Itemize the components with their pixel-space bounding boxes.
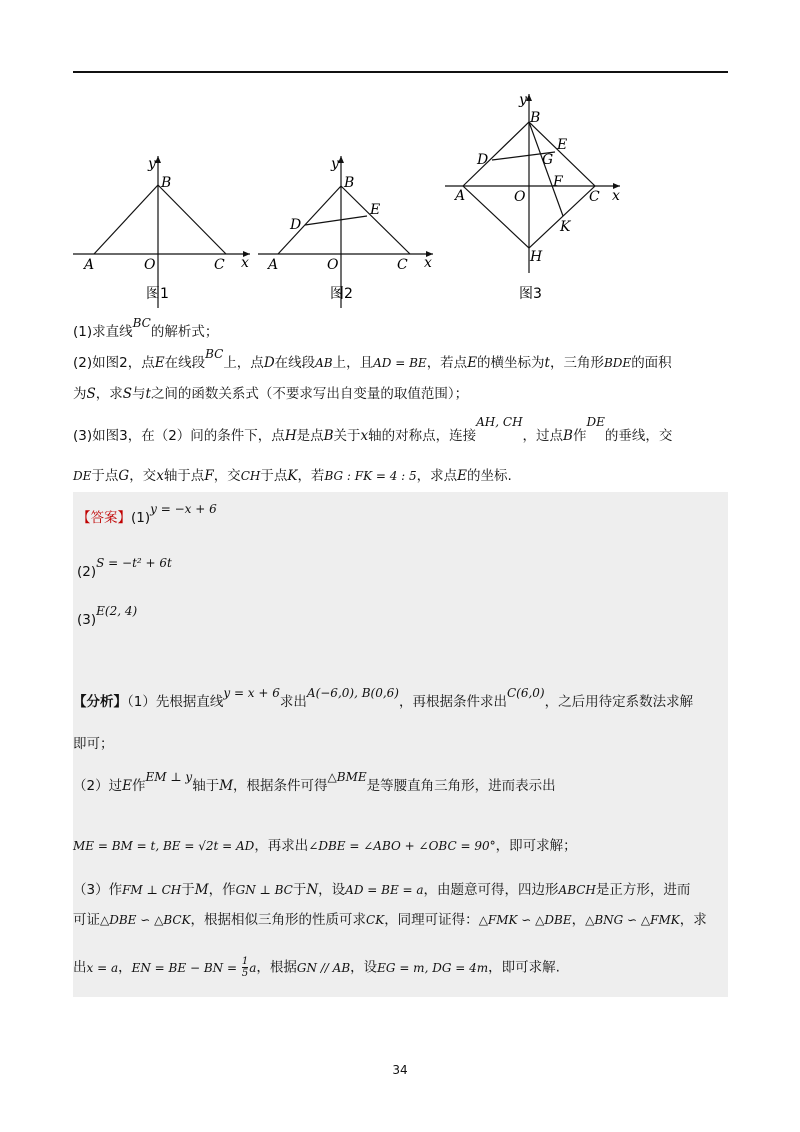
fig1-label-b: B	[161, 175, 172, 191]
analysis-part-2: （2）过E作EM ⊥ y轴于M，根据条件可得△BME是等腰直角三角形，进而表示出	[73, 770, 556, 794]
fig2-caption: 图2	[330, 286, 353, 302]
figure-1	[73, 156, 250, 308]
figures-area	[0, 88, 800, 308]
fig2-label-d: D	[290, 217, 302, 233]
fig2-label-c: C	[397, 257, 408, 273]
answer-3-formula: E(2, 4)	[96, 604, 138, 618]
answer-1-formula: y = −x + 6	[150, 502, 217, 516]
fraction: $\frac{1}{5}$	[241, 956, 249, 979]
analysis-part-1-cont: 即可；	[73, 736, 114, 752]
fig3-label-d: D	[477, 152, 489, 168]
fig2-label-b: B	[344, 175, 355, 191]
analysis-part-2-cont: ME = BM = t, BE = √2t = AD，再求出∠DBE = ∠ABO + ∠OBC = 90°，即可求解；	[73, 838, 577, 854]
geometry-figures	[0, 88, 800, 308]
analysis-label: 【分析】	[73, 694, 127, 710]
fig3-label-k: K	[560, 219, 571, 235]
fig3-label-c: C	[589, 189, 600, 205]
fig3-label-f: F	[553, 174, 563, 190]
fig1-label-o: O	[144, 257, 156, 273]
analysis-part-1: 【分析】（1）先根据直线y = x + 6求出A(−6,0), B(0,6)，再根据条件求出C(6,0)，之后用待定系数法求解	[73, 686, 694, 710]
figure-3	[445, 92, 620, 302]
answer-3: (3)E(2, 4)	[77, 604, 138, 628]
fig3-caption: 图3	[519, 286, 542, 302]
answer-2-formula: S = −t² + 6t	[96, 556, 172, 570]
fig3-label-a: A	[455, 188, 466, 204]
analysis-part-3: （3）作FM ⊥ CH于M，作GN ⊥ BC于N，设AD = BE = a，由题意可得，四边形ABCH是正方形，进而	[73, 882, 691, 898]
analysis-part-3-line-2: 可证△DBE ∽ △BCK，根据相似三角形的性质可求CK，同理可证得：△FMK ∽ △DBE，△BNG ∽ △FMK，求	[73, 912, 707, 928]
answer-2: (2)S = −t² + 6t	[77, 556, 172, 580]
header-rule	[73, 71, 728, 73]
answer-1: 【答案】(1)y = −x + 6	[77, 502, 217, 526]
answer-label: 【答案】	[77, 510, 131, 526]
fig2-label-o: O	[327, 257, 339, 273]
question-3-line-2: DE于点G，交x轴于点F，交CH于点K，若BG : FK = 4 : 5，求点E的坐标.	[73, 468, 512, 484]
fig3-label-h: H	[530, 249, 543, 265]
fig1-label-x: x	[241, 255, 249, 271]
fig3-label-g: G	[542, 152, 554, 168]
fig1-label-a: A	[84, 257, 95, 273]
fig3-label-o: O	[514, 189, 526, 205]
question-3-line-1: (3)如图3，在（2）问的条件下，点H是点B关于x轴的对称点，连接AH, CH，过点B作DE的垂线，交	[73, 415, 673, 444]
question-2-line-1: (2)如图2，点E在线段BC上，点D在线段AB上，且AD = BE，若点E的横坐标为t，三角形BDE的面积	[73, 347, 672, 371]
fig3-label-b: B	[530, 110, 541, 126]
fig2-label-e: E	[370, 202, 381, 218]
question-2-line-2: 为S，求S与t之间的函数关系式（不要求写出自变量的取值范围）；	[73, 386, 469, 402]
page-number: 34	[392, 1063, 408, 1077]
question-1: (1)求直线BC的解析式；	[73, 316, 219, 340]
fig2-label-x: x	[424, 255, 432, 271]
fig1-label-c: C	[214, 257, 225, 273]
fig2-label-y: y	[331, 156, 339, 172]
fig3-label-y: y	[519, 92, 527, 108]
figure-2	[258, 156, 433, 308]
fig2-label-a: A	[268, 257, 279, 273]
fig3-label-e: E	[557, 137, 568, 153]
fig3-label-x: x	[612, 188, 620, 204]
answer-panel	[73, 492, 728, 997]
fig1-caption: 图1	[146, 286, 169, 302]
analysis-part-3-line-3: 出x = a，EN = BE − BN = $\frac{1}{5}$ a，根据GN // AB，设EG = m, DG = 4m，即可求解.	[73, 956, 560, 979]
fig1-label-y: y	[148, 156, 156, 172]
